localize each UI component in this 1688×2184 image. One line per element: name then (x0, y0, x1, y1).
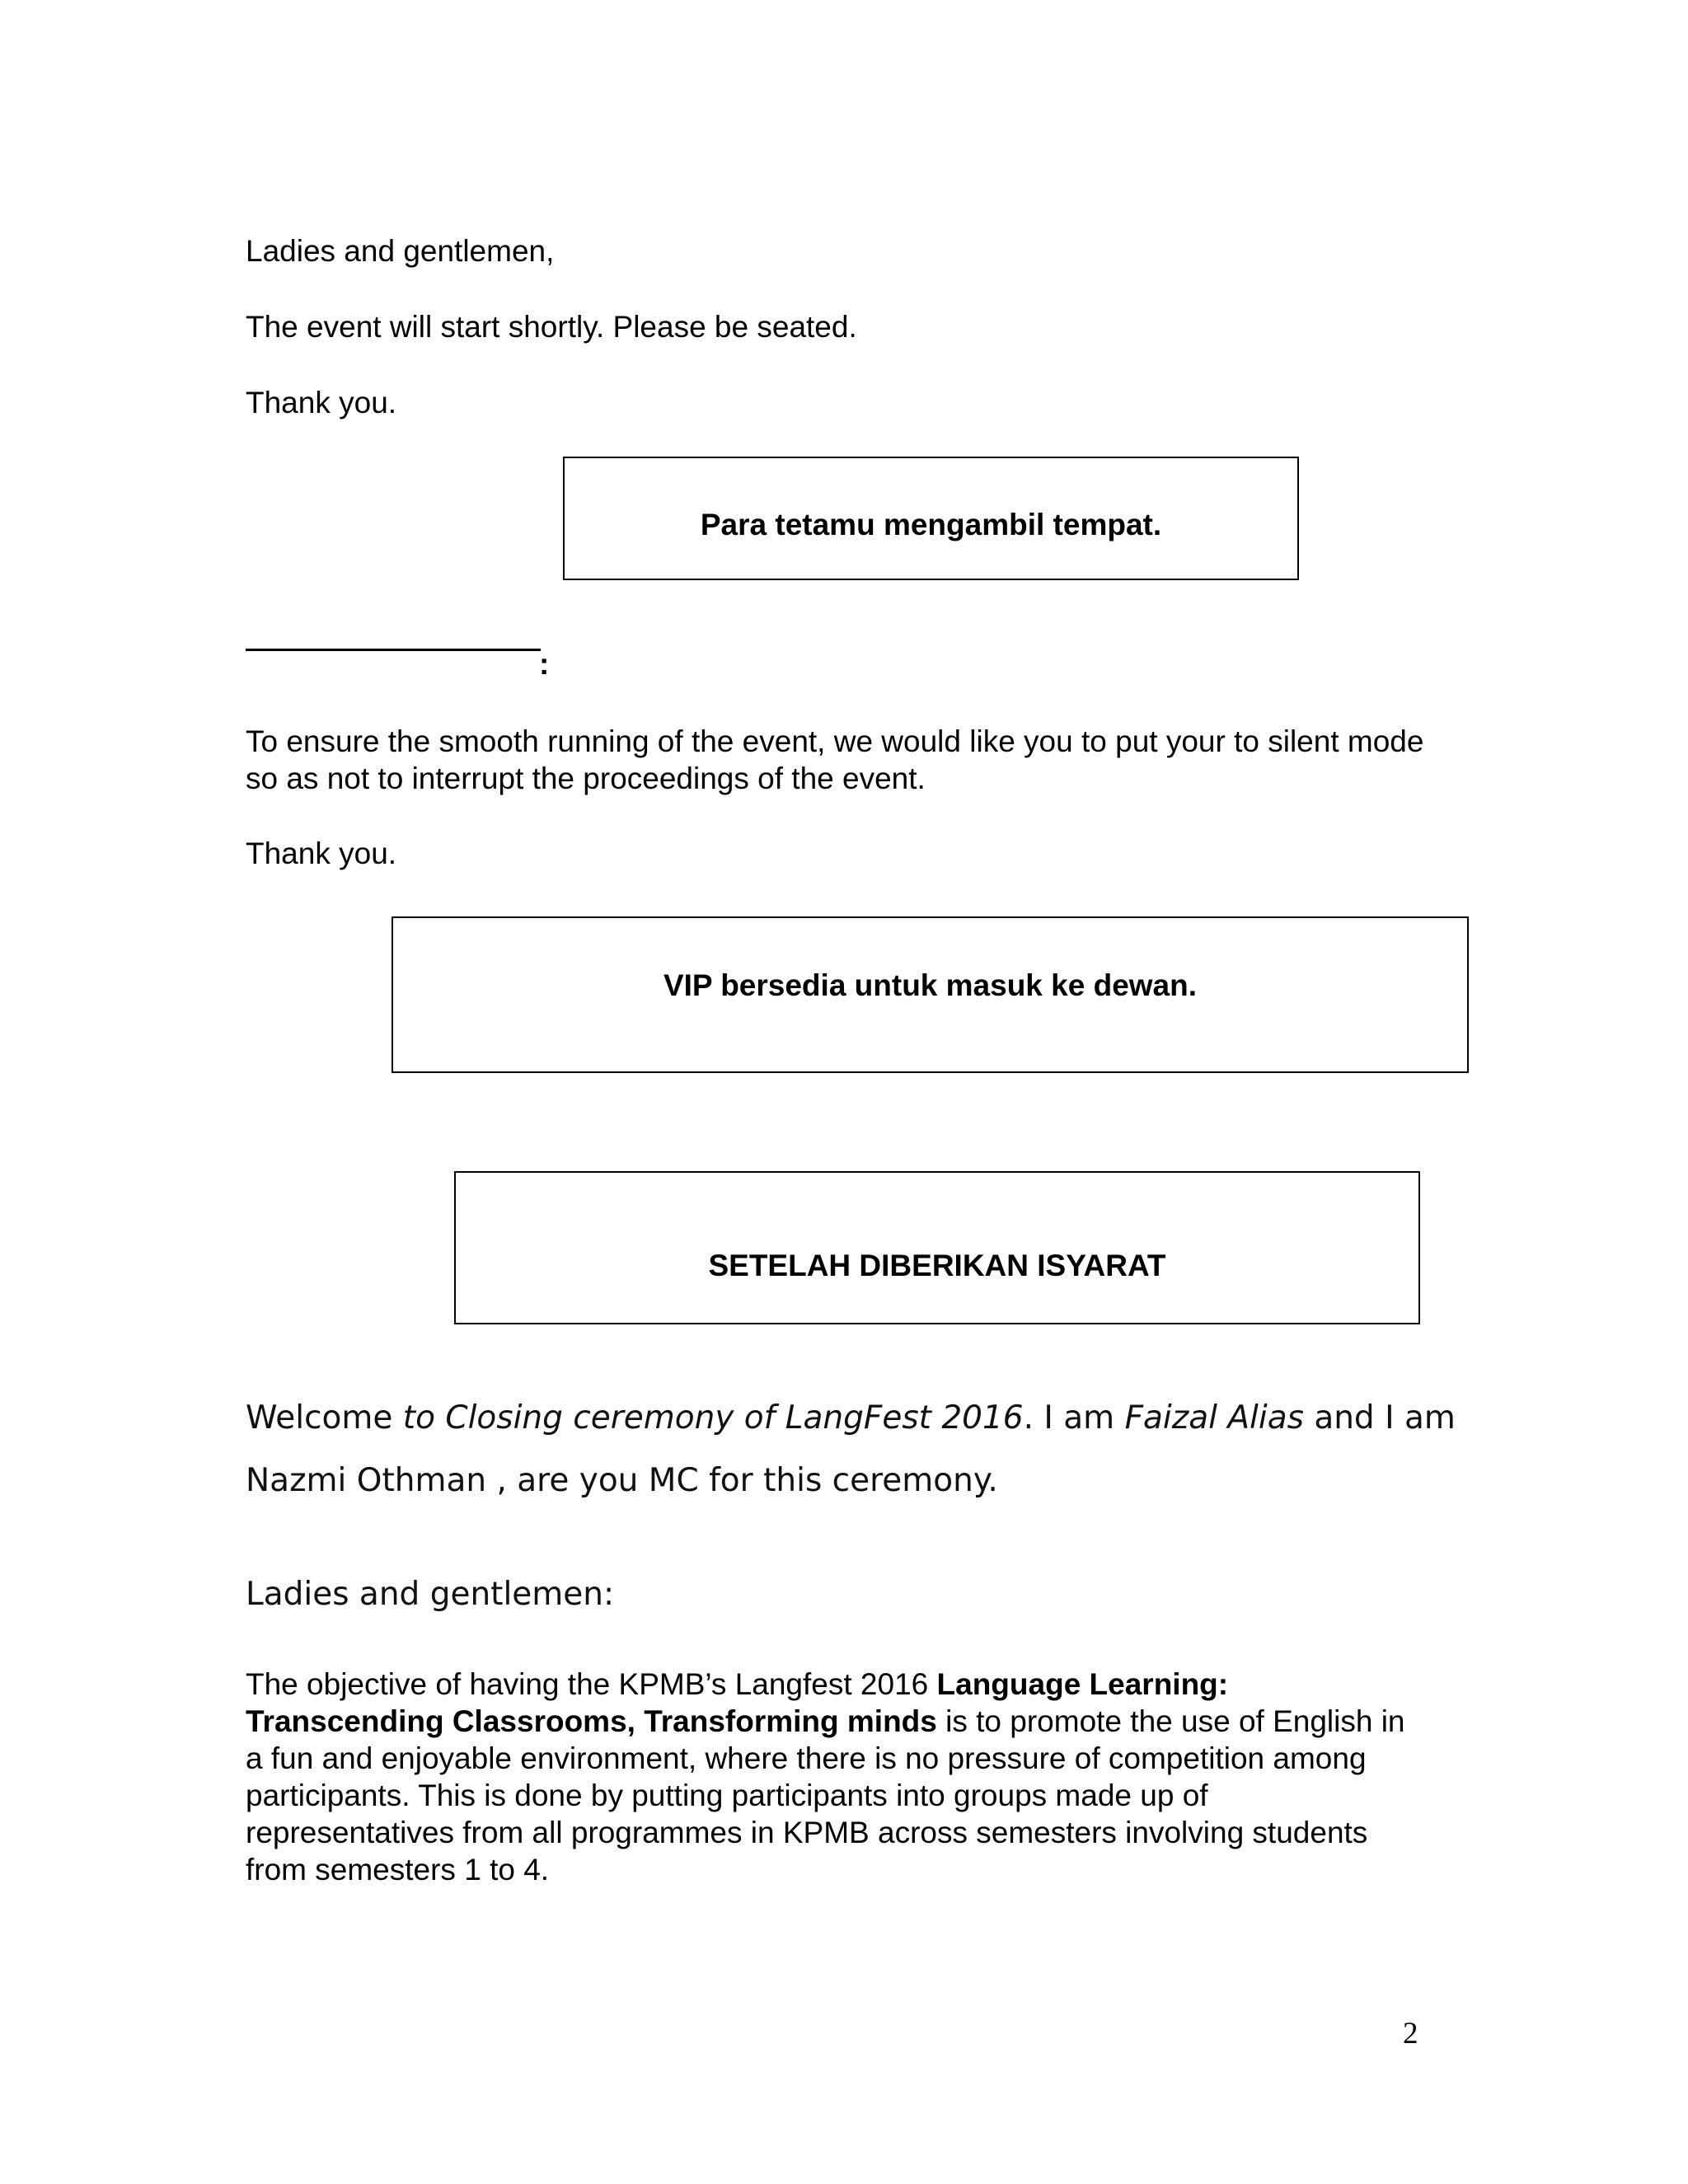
instruction-box-signal (454, 1171, 1420, 1324)
instruction-box-text: VIP bersedia untuk masuk ke dewan. (663, 968, 1198, 1002)
welcome-line-2: Nazmi Othman , are you MC for this ceremony. (246, 1462, 998, 1499)
thank-you-2: Thank you. (246, 837, 397, 870)
thank-you-1: Thank you. (246, 386, 397, 419)
objective-suffix: is to promote the use of English in a fun and enjoyable environment, where there is no pressure of competition among participants. This is done by putting participants into groups made up of representatives from all programmes in KPMB across semesters involving students from semesters 1 to 4. (246, 1704, 1405, 1886)
speaker-name-blank (246, 649, 541, 651)
page-number: 2 (1403, 2017, 1418, 2050)
speaker-colon: : (539, 647, 550, 681)
instruction-box-text: SETELAH DIBERIKAN ISYARAT (708, 1249, 1166, 1282)
mc-name-1: Faizal Alias (1124, 1399, 1304, 1436)
theme-title: Language Learning: Transcending Classrooms, Transforming minds (246, 1667, 1229, 1738)
greeting: Ladies and gentlemen, (246, 234, 555, 268)
instruction-box-guests-seated (563, 457, 1299, 580)
welcome-text: . I am (1023, 1399, 1125, 1436)
instruction-box-vip (392, 916, 1469, 1073)
objective-prefix: The objective of having the KPMB’s Langfest 2016 (246, 1667, 937, 1701)
start-notice: The event will start shortly. Please be seated. (246, 310, 857, 344)
welcome-line-1 (246, 1399, 1456, 1438)
objective-paragraph (246, 1666, 1424, 1888)
welcome-text: and I am (1303, 1399, 1456, 1436)
silent-mode-paragraph: To ensure the smooth running of the event, we would like you to put your to silent mode so as not to interrupt the proceedings of the event. (246, 724, 1424, 795)
ceremony-name: to Closing ceremony of LangFest 2016 (402, 1399, 1024, 1436)
welcome-text: Welcome (246, 1399, 403, 1436)
greeting-2: Ladies and gentlemen: (246, 1576, 615, 1613)
instruction-box-text: Para tetamu mengambil tempat. (700, 508, 1162, 541)
